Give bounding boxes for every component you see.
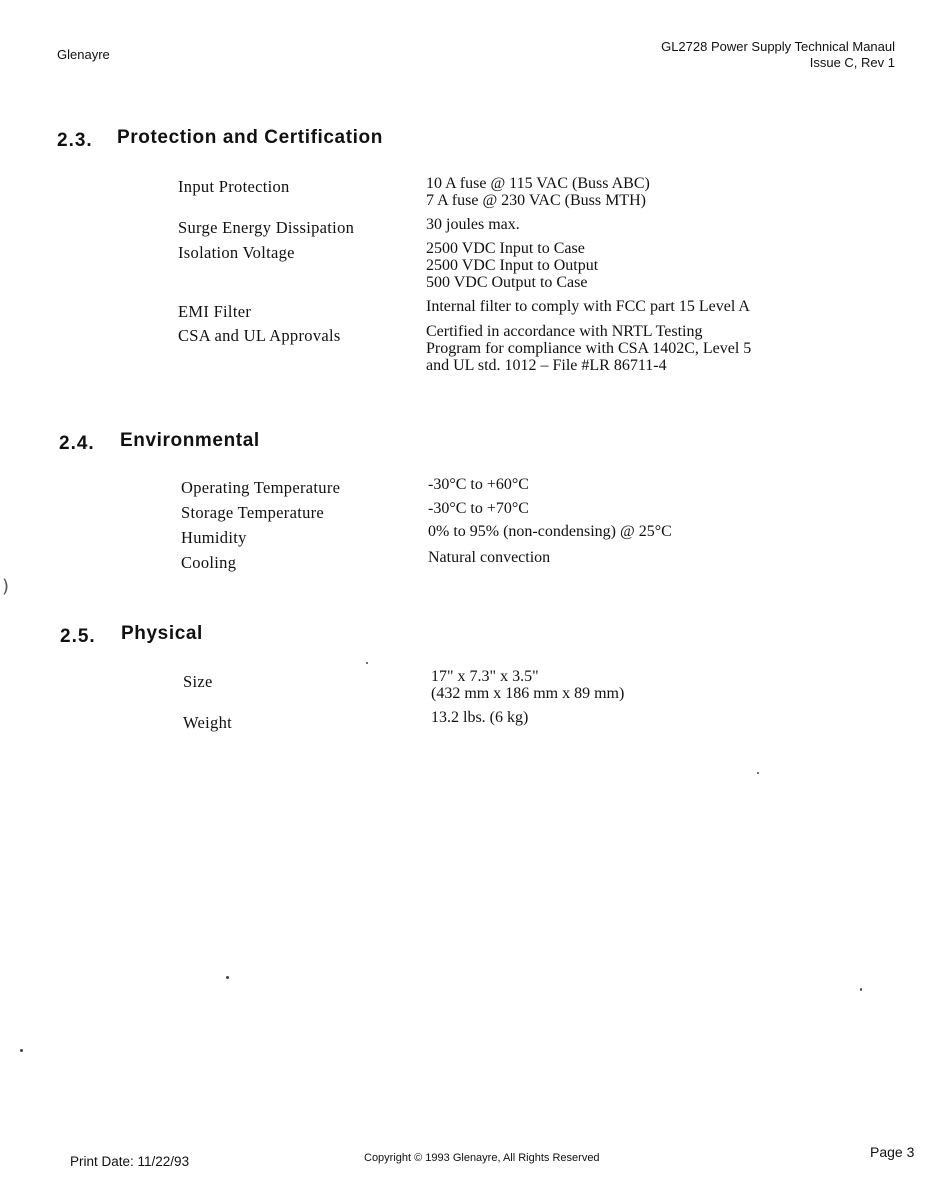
spec-label: Storage Temperature	[181, 503, 325, 522]
section-title-environmental: Environmental	[120, 430, 260, 451]
spec-value: Internal filter to comply with FCC part 15 Level A	[426, 298, 750, 315]
scan-speck	[20, 1049, 23, 1052]
company-name: Glenayre	[57, 47, 110, 62]
spec-label: CSA and UL Approvals	[178, 326, 341, 345]
spec-label: EMI Filter	[178, 302, 252, 321]
document-header	[661, 39, 895, 71]
spec-value: 2500 VDC Input to Case 2500 VDC Input to Output 500 VDC Output to Case	[426, 240, 599, 291]
spec-label: Surge Energy Dissipation	[178, 218, 355, 237]
spec-label: Humidity	[181, 528, 247, 547]
document-issue: Issue C, Rev 1	[809, 55, 895, 70]
copyright-notice: Copyright © 1993 Glenayre, All Rights Reserved	[364, 1152, 600, 1164]
section-number-protection: 2.3.	[57, 130, 93, 151]
spec-label: Weight	[183, 713, 233, 732]
spec-value: 10 A fuse @ 115 VAC (Buss ABC) 7 A fuse @ 230 VAC (Buss MTH)	[426, 175, 650, 209]
spec-value: -30°C to +70°C	[428, 500, 529, 517]
scan-mark: )	[2, 576, 10, 597]
spec-value: 13.2 lbs. (6 kg)	[431, 709, 529, 726]
spec-label: Input Protection	[178, 177, 290, 196]
spec-value: 17" x 7.3" x 3.5" (432 mm x 186 mm x 89 mm)	[431, 668, 625, 702]
print-date: Print Date: 11/22/93	[70, 1154, 190, 1169]
section-title-physical: Physical	[121, 623, 203, 644]
section-number-physical: 2.5.	[60, 626, 96, 647]
section-number-environmental: 2.4.	[59, 433, 95, 454]
page-number: Page 3	[870, 1144, 915, 1160]
spec-value: 30 joules max.	[426, 216, 520, 233]
spec-value: Natural convection	[428, 549, 551, 566]
spec-label: Cooling	[181, 553, 237, 572]
spec-value: 0% to 95% (non-condensing) @ 25°C	[428, 523, 672, 540]
scan-speck	[860, 988, 862, 991]
spec-label: Size	[183, 672, 213, 691]
scan-speck	[226, 976, 229, 979]
scan-speck	[757, 772, 759, 774]
document-title: GL2728 Power Supply Technical Manaul	[661, 39, 895, 54]
spec-label: Operating Temperature	[181, 478, 341, 497]
spec-label: Isolation Voltage	[178, 243, 295, 262]
spec-value: -30°C to +60°C	[428, 476, 529, 493]
section-title-protection: Protection and Certification	[117, 127, 383, 148]
spec-value: Certified in accordance with NRTL Testing Program for compliance with CSA 1402C, Level 5 and UL std. 1012 – File #LR 86711-4	[426, 323, 752, 374]
scan-speck	[366, 662, 368, 664]
